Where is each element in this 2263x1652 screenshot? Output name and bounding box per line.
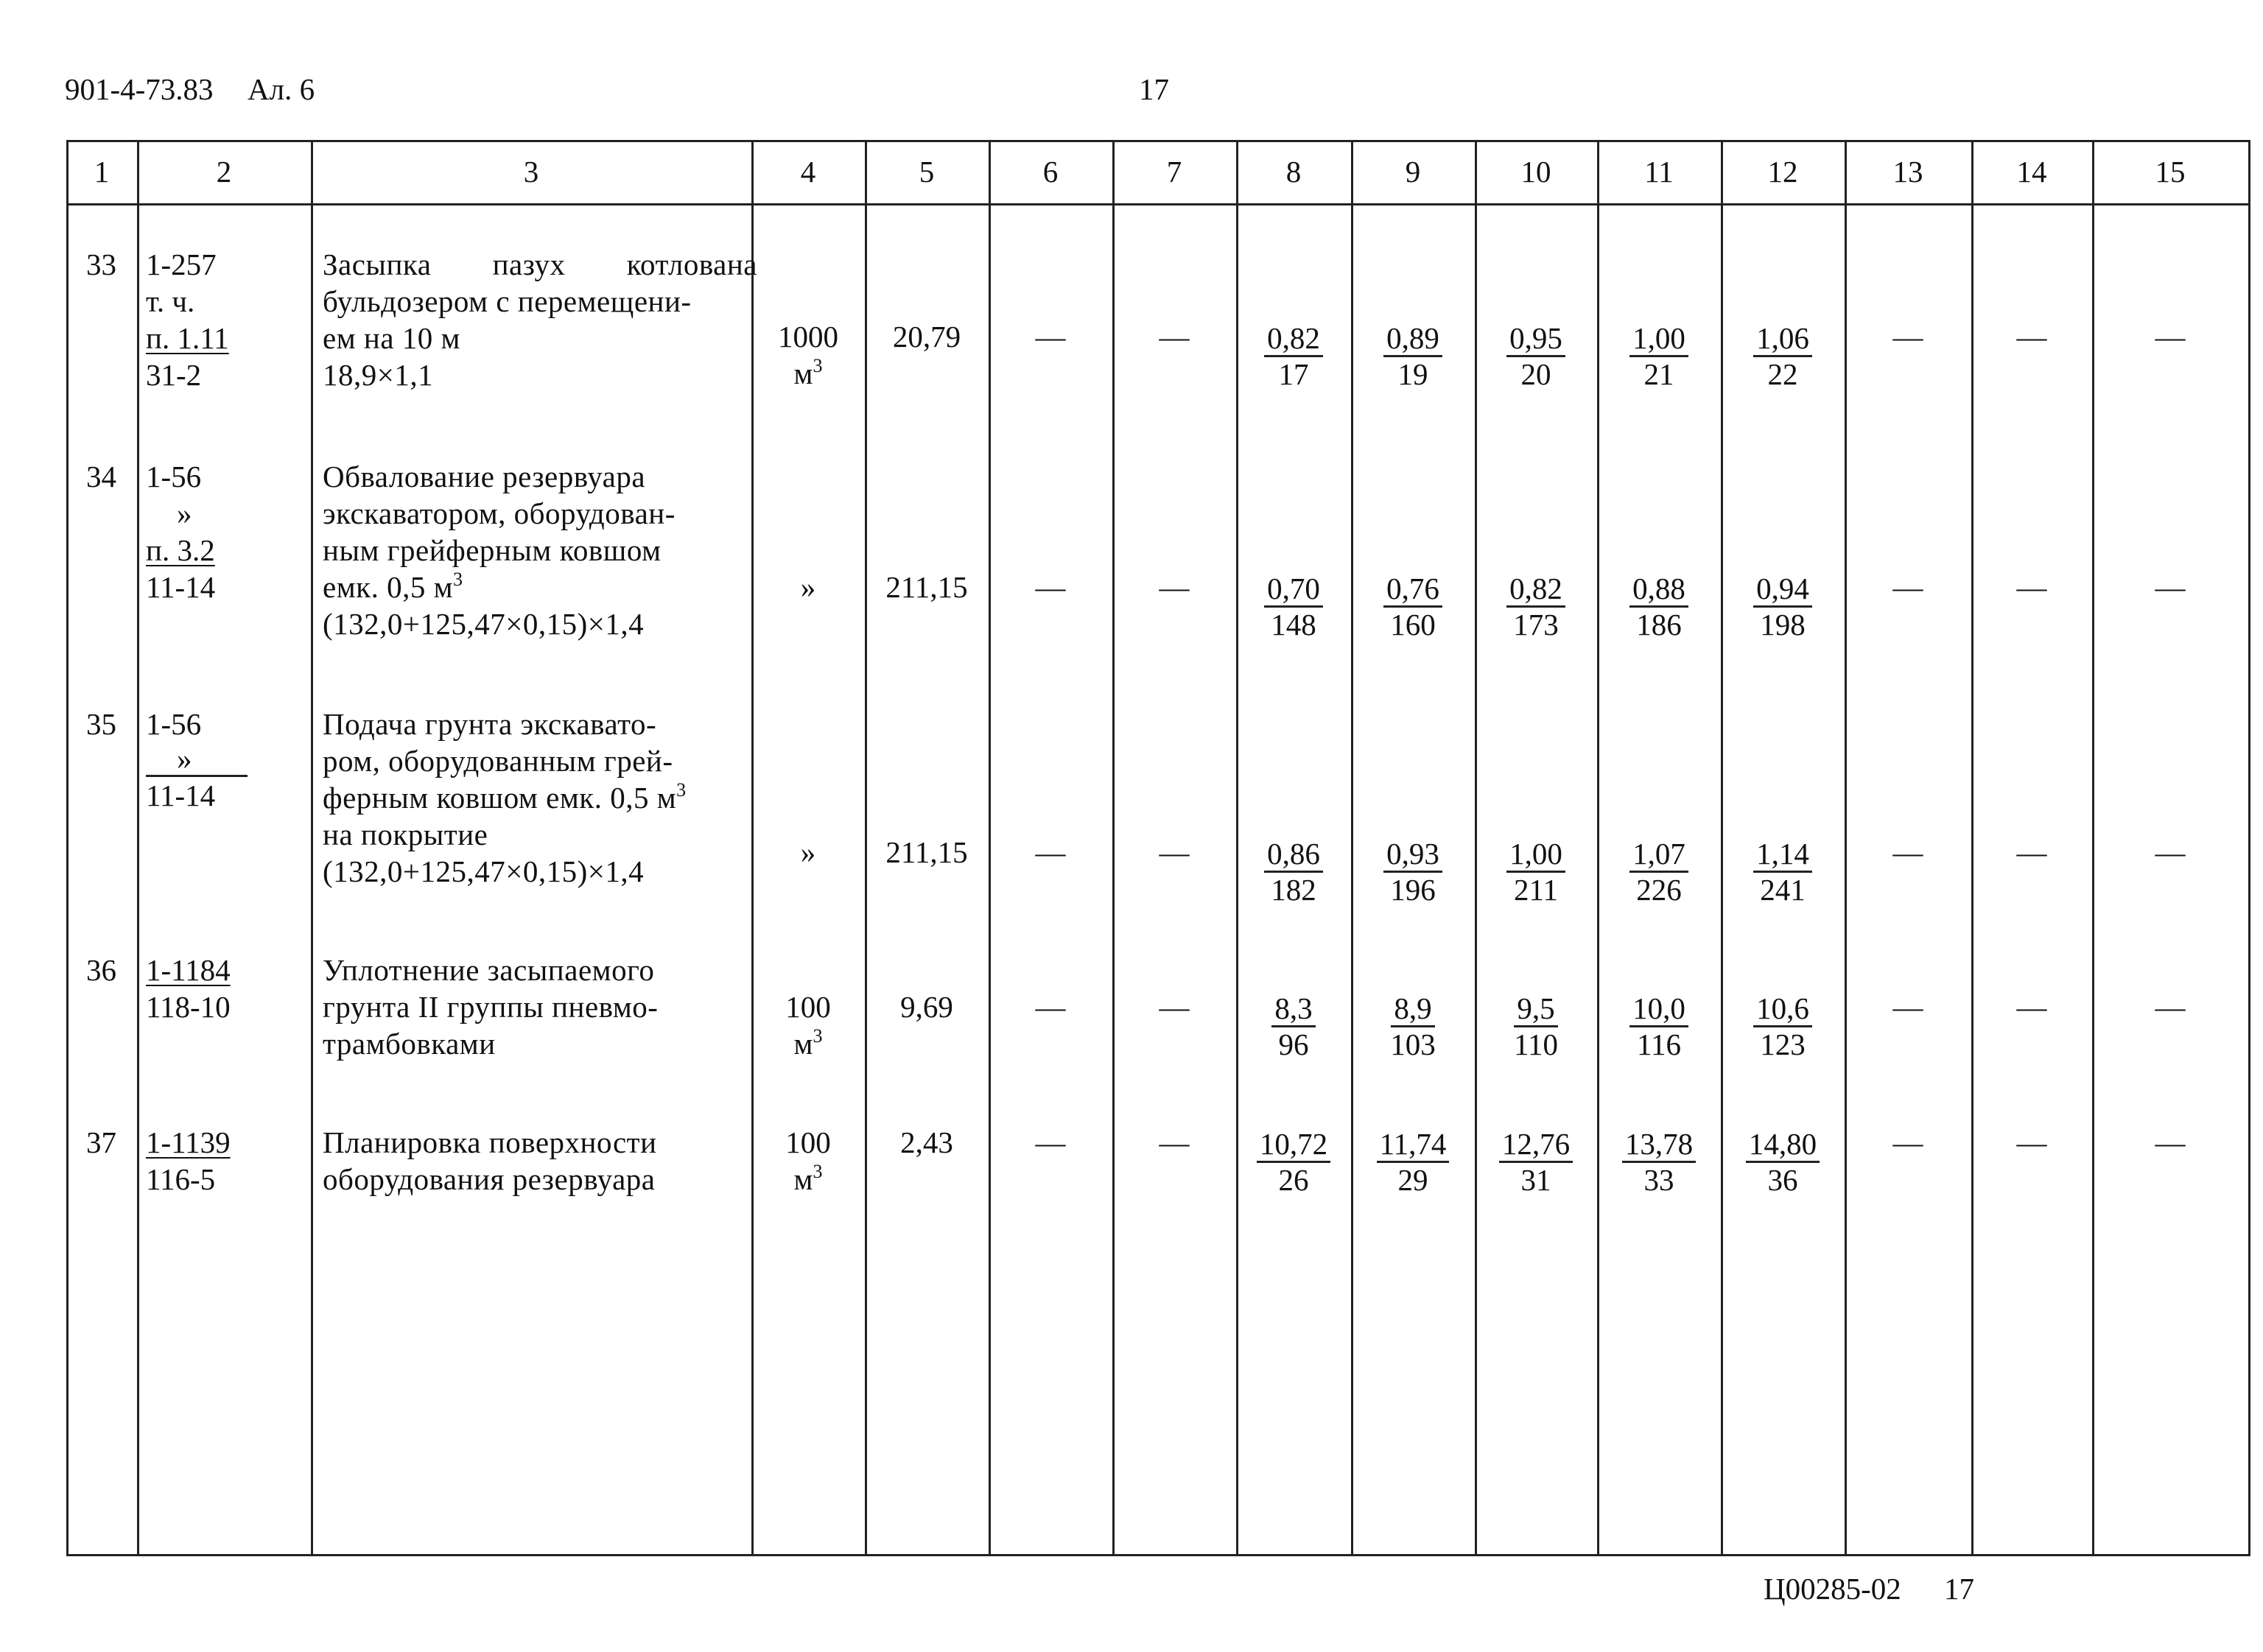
fraction-value <box>1721 320 1845 391</box>
unit <box>751 834 865 871</box>
fraction-denominator: 103 <box>1390 1027 1436 1061</box>
fraction-numerator: 11,74 <box>1377 1127 1450 1163</box>
rate-code-line: п. 3.2 <box>146 533 215 567</box>
empty-dash: — <box>2155 835 2186 869</box>
fraction-denominator: 123 <box>1760 1027 1806 1061</box>
rate-code-line: 1-1184 <box>146 953 231 987</box>
empty-dash: — <box>2016 1125 2047 1159</box>
empty-dash: — <box>1892 1125 1923 1159</box>
column-divider <box>2248 140 2250 1556</box>
rate-code-line: 1-56 <box>146 707 202 741</box>
column-header: 6 <box>1042 155 1059 189</box>
fraction-numerator: 14,80 <box>1746 1127 1820 1163</box>
fraction-numerator: 1,14 <box>1753 837 1812 873</box>
rate-code-line: т. ч. <box>146 284 195 318</box>
footer <box>1764 1570 2010 1607</box>
quantity: 9,69 <box>900 990 953 1024</box>
description-line <box>323 605 757 642</box>
column-header: 13 <box>1892 155 1923 189</box>
fraction-value <box>1721 1125 1845 1197</box>
column-divider <box>137 140 139 1556</box>
unit-value: » <box>800 570 816 604</box>
fraction-numerator: 0,82 <box>1264 321 1323 357</box>
row-number: 36 <box>86 953 116 987</box>
fraction-denominator: 21 <box>1643 357 1674 391</box>
fraction-denominator: 110 <box>1514 1027 1558 1061</box>
fraction-numerator: 13,78 <box>1622 1127 1696 1163</box>
fraction-numerator: 0,93 <box>1383 837 1442 873</box>
fraction-value <box>1721 570 1845 642</box>
description-line <box>323 569 757 605</box>
description-text: ным грейферным ковшом <box>323 533 662 567</box>
fraction-numerator: 1,07 <box>1629 837 1688 873</box>
rate-code-line: » <box>177 496 192 530</box>
rate-code-line: 116-5 <box>146 1162 216 1196</box>
rate-code <box>146 458 306 605</box>
empty-dash: — <box>1035 320 1066 354</box>
empty-dash: — <box>1892 570 1923 604</box>
unit-value: 1000 <box>778 320 838 354</box>
description-text: экскаватором, оборудован- <box>323 496 676 530</box>
unit-value: » <box>800 835 816 869</box>
fraction-numerator: 0,89 <box>1383 321 1442 357</box>
fraction-value <box>1475 1125 1597 1197</box>
description-text: ферным ковшом емк. 0,5 м <box>323 781 677 815</box>
empty-dash: — <box>2155 990 2186 1024</box>
fraction-numerator: 1,06 <box>1753 321 1812 357</box>
fraction-denominator: 26 <box>1278 1163 1309 1197</box>
page-number: 17 <box>1139 72 1169 106</box>
empty-dash: — <box>2016 990 2047 1024</box>
fraction-value <box>1597 320 1721 391</box>
description-text: на покрытие <box>323 818 488 851</box>
fraction-value <box>1351 835 1475 907</box>
fraction-numerator: 0,94 <box>1753 572 1812 608</box>
column-header: 15 <box>2155 155 2186 189</box>
rate-code-line: 31-2 <box>146 358 202 392</box>
footer-code: Ц00285-02 <box>1764 1572 1901 1606</box>
work-description <box>323 1124 757 1198</box>
fraction-denominator: 160 <box>1390 608 1436 642</box>
description-line <box>323 1124 757 1161</box>
quantity: 211,15 <box>885 570 968 604</box>
rate-code-line: » <box>146 742 248 777</box>
description-text: ем на 10 м <box>323 321 460 355</box>
header-divider <box>66 203 2248 205</box>
fraction-denominator: 186 <box>1636 608 1682 642</box>
fraction-value <box>1597 1125 1721 1197</box>
fraction-numerator: 8,9 <box>1391 991 1434 1027</box>
rate-code <box>146 952 306 1025</box>
fraction-denominator: 19 <box>1397 357 1428 391</box>
fraction-value <box>1475 990 1597 1061</box>
fraction-numerator: 0,86 <box>1264 837 1323 873</box>
column-header: 7 <box>1166 155 1182 189</box>
work-description <box>323 458 757 642</box>
work-description <box>323 952 757 1062</box>
fraction-value <box>1236 320 1351 391</box>
description-text: (132,0+125,47×0,15)×1,4 <box>323 607 645 641</box>
empty-dash: — <box>2016 570 2047 604</box>
description-text: Уплотнение засыпаемого <box>323 953 655 987</box>
rate-code-line: 118-10 <box>146 990 231 1024</box>
work-description <box>323 706 757 890</box>
description-line <box>323 952 757 988</box>
fraction-denominator: 116 <box>1637 1027 1681 1061</box>
fraction-denominator: 148 <box>1271 608 1316 642</box>
description-text: Планировка поверхности <box>323 1125 657 1159</box>
quantity: 211,15 <box>885 835 968 869</box>
description-line <box>323 742 757 779</box>
rate-code-line: 1-56 <box>146 460 202 493</box>
fraction-denominator: 173 <box>1513 608 1559 642</box>
description-text: трамбовками <box>323 1027 496 1061</box>
fraction-denominator: 22 <box>1767 357 1798 391</box>
fraction-denominator: 31 <box>1520 1163 1551 1197</box>
empty-dash: — <box>1892 835 1923 869</box>
column-header: 4 <box>800 155 816 189</box>
fraction-denominator: 20 <box>1520 357 1551 391</box>
unit <box>751 318 865 392</box>
superscript: 3 <box>453 569 463 590</box>
column-divider <box>66 140 69 1556</box>
column-header: 9 <box>1405 155 1421 189</box>
fraction-value <box>1236 990 1351 1061</box>
fraction-numerator: 8,3 <box>1271 991 1315 1027</box>
superscript: 3 <box>676 779 687 801</box>
fraction-value <box>1236 835 1351 907</box>
column-header: 5 <box>919 155 935 189</box>
row-number: 37 <box>86 1125 116 1159</box>
column-header: 1 <box>94 155 110 189</box>
fraction-denominator: 96 <box>1278 1027 1309 1061</box>
fraction-value <box>1475 835 1597 907</box>
column-header: 14 <box>2016 155 2047 189</box>
quantity: 20,79 <box>892 320 961 354</box>
description-text: грунта II группы пневмо- <box>323 990 659 1024</box>
fraction-numerator: 0,70 <box>1264 572 1323 608</box>
work-description <box>323 246 757 393</box>
empty-dash: — <box>2016 320 2047 354</box>
description-line <box>323 816 757 853</box>
rate-code-line: 11-14 <box>146 778 216 812</box>
empty-dash: — <box>1159 990 1190 1024</box>
fraction-denominator: 196 <box>1390 873 1436 907</box>
description-line <box>323 320 757 356</box>
fraction-denominator: 36 <box>1767 1163 1798 1197</box>
fraction-numerator: 0,95 <box>1506 321 1565 357</box>
fraction-numerator: 10,0 <box>1629 991 1688 1027</box>
fraction-numerator: 0,88 <box>1629 572 1688 608</box>
rate-code <box>146 1124 306 1198</box>
unit-measure-text: м <box>793 1027 813 1061</box>
empty-dash: — <box>1035 990 1066 1024</box>
description-line <box>323 458 757 495</box>
description-line <box>323 532 757 569</box>
fraction-value <box>1475 570 1597 642</box>
fraction-numerator: 1,00 <box>1506 837 1565 873</box>
fraction-denominator: 198 <box>1760 608 1806 642</box>
fraction-denominator: 29 <box>1397 1163 1428 1197</box>
row-number: 34 <box>86 460 116 493</box>
empty-dash: — <box>2016 835 2047 869</box>
fraction-numerator: 10,6 <box>1753 991 1812 1027</box>
column-header: 2 <box>216 155 232 189</box>
fraction-numerator: 0,82 <box>1506 572 1565 608</box>
description-line <box>323 495 757 532</box>
description-line <box>323 779 757 816</box>
unit <box>751 569 865 605</box>
column-header: 8 <box>1285 155 1302 189</box>
superscript: 3 <box>813 355 823 376</box>
unit-measure <box>751 1025 865 1062</box>
fraction-value <box>1597 835 1721 907</box>
column-header: 3 <box>523 155 539 189</box>
fraction-numerator: 10,72 <box>1257 1127 1330 1163</box>
column-header: 10 <box>1520 155 1551 189</box>
fraction-denominator: 241 <box>1760 873 1806 907</box>
unit-value: 100 <box>785 990 831 1024</box>
empty-dash: — <box>1159 570 1190 604</box>
empty-dash: — <box>1892 320 1923 354</box>
fraction-value <box>1475 320 1597 391</box>
empty-dash: — <box>1159 320 1190 354</box>
empty-dash: — <box>2155 1125 2186 1159</box>
rate-code-line: п. 1.11 <box>146 321 229 355</box>
description-text: оборудования резервуара <box>323 1162 656 1196</box>
description-text: Подача грунта экскавато- <box>323 707 657 741</box>
description-line <box>323 853 757 890</box>
fraction-denominator: 182 <box>1271 873 1316 907</box>
empty-dash: — <box>1035 835 1066 869</box>
fraction-value <box>1351 990 1475 1061</box>
column-header: 11 <box>1644 155 1674 189</box>
document-code: 901-4-73.83 <box>65 72 214 106</box>
description-line <box>323 1161 757 1198</box>
fraction-value <box>1597 570 1721 642</box>
unit-measure-text: м <box>793 356 813 390</box>
fraction-value <box>1597 990 1721 1061</box>
description-text: 18,9×1,1 <box>323 358 434 392</box>
rate-code-line: 1-1139 <box>146 1125 231 1159</box>
description-text: ром, оборудованным грей- <box>323 744 673 778</box>
fraction-value <box>1236 570 1351 642</box>
sheet-label: Ал. 6 <box>248 72 315 106</box>
empty-dash: — <box>2155 320 2186 354</box>
description-line <box>323 246 757 320</box>
column-divider <box>311 140 313 1556</box>
column-header: 12 <box>1767 155 1798 189</box>
fraction-value <box>1721 835 1845 907</box>
fraction-denominator: 211 <box>1514 873 1558 907</box>
unit <box>751 988 865 1062</box>
fraction-numerator: 12,76 <box>1499 1127 1573 1163</box>
unit-measure <box>751 1161 865 1198</box>
rate-code-line: 11-14 <box>146 570 216 604</box>
fraction-denominator: 33 <box>1643 1163 1674 1197</box>
unit-value: 100 <box>785 1125 831 1159</box>
superscript: 3 <box>813 1025 823 1047</box>
description-line <box>323 356 757 393</box>
rate-code <box>146 246 306 393</box>
fraction-numerator: 0,76 <box>1383 572 1442 608</box>
empty-dash: — <box>2155 570 2186 604</box>
description-text: емк. 0,5 м <box>323 570 454 604</box>
empty-dash: — <box>1035 570 1066 604</box>
fraction-value <box>1351 570 1475 642</box>
unit-measure <box>751 355 865 392</box>
fraction-value <box>1721 990 1845 1061</box>
empty-dash: — <box>1892 990 1923 1024</box>
fraction-denominator: 17 <box>1278 357 1309 391</box>
description-text: Засыпка пазух котлована бульдозером с перемещени- <box>323 247 757 318</box>
fraction-value <box>1351 320 1475 391</box>
unit <box>751 1124 865 1198</box>
row-number: 35 <box>86 707 116 741</box>
row-number: 33 <box>86 247 116 281</box>
empty-dash: — <box>1159 835 1190 869</box>
rate-code <box>146 706 306 814</box>
fraction-numerator: 9,5 <box>1514 991 1557 1027</box>
description-line <box>323 706 757 742</box>
empty-dash: — <box>1159 1125 1190 1159</box>
description-text: Обвалование резервуара <box>323 460 646 493</box>
description-text: (132,0+125,47×0,15)×1,4 <box>323 854 645 888</box>
fraction-denominator: 226 <box>1636 873 1682 907</box>
empty-dash: — <box>1035 1125 1066 1159</box>
fraction-value <box>1236 1125 1351 1197</box>
superscript: 3 <box>813 1161 823 1182</box>
rate-code-line: 1-257 <box>146 247 217 281</box>
quantity: 2,43 <box>900 1125 953 1159</box>
fraction-numerator: 1,00 <box>1629 321 1688 357</box>
unit-measure-text: м <box>793 1162 813 1196</box>
description-line <box>323 988 757 1025</box>
table-border-bottom <box>66 1554 2248 1556</box>
description-line <box>323 1025 757 1062</box>
fraction-value <box>1351 1125 1475 1197</box>
footer-page: 17 <box>1944 1572 1975 1606</box>
